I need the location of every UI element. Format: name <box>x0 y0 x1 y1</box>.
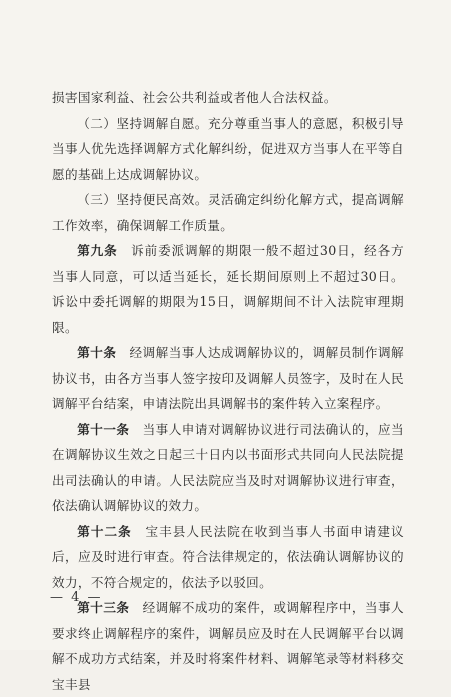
article-label: 第十一条 <box>77 421 130 437</box>
article-11 <box>52 417 404 519</box>
article-label: 第十三条 <box>77 600 130 615</box>
article-10 <box>52 340 404 417</box>
article-label: 第九条 <box>77 243 118 258</box>
article-13 <box>52 595 404 697</box>
article-label: 第十二条 <box>77 523 132 539</box>
page-number: — 4 — <box>50 590 103 605</box>
paragraph-text: （三）坚持便民高效。灵活确定纠纷化解方式，提高调解工作效率，确保调解工作质量。 <box>52 192 404 233</box>
paragraph-text: （二）坚持调解自愿。充分尊重当事人的意愿，积极引导当事人优先选择调解方式化解纠纷，促进双方当事人在平等自愿的基础上达成调解协议。 <box>52 115 404 182</box>
article-text: 宝丰县人民法院在收到当事人书面申请建议后，应及时进行审查。符合法律规定的，依法确认调解协议的效力，不符合规定的，依法予以驳回。 <box>52 523 405 590</box>
paragraph-item-3 <box>52 187 404 238</box>
paragraph-text: 损害国家利益、社会公共利益或者他人合法权益。 <box>52 90 337 105</box>
document-body <box>52 85 404 697</box>
paragraph-item-2 <box>52 111 404 188</box>
article-text: 经调解不成功的案件，或调解程序中，当事人要求终止调解程序的案件，调解员应及时在人民调解平台以调解不成功方式结案，并及时将案件材料、调解笔录等材料移交宝丰县 <box>52 600 404 692</box>
article-text: 诉前委派调解的期限一般不超过30日，经各方当事人同意，可以适当延长，延长期间原则上不超过30日。诉讼中委托调解的期限为15日，调解期间不计入法院审理期限。 <box>52 243 404 335</box>
article-12 <box>52 519 404 596</box>
article-label: 第十条 <box>77 345 117 360</box>
paragraph-continuation <box>52 85 404 111</box>
article-text: 当事人申请对调解协议进行司法确认的，应当在调解协议生效之日起三十日内以书面形式共同向人民法院提出司法确认的申请。人民法院应当及时对调解协议进行审查，依法确认调解协议的效力。 <box>52 421 404 513</box>
article-9 <box>52 238 404 340</box>
article-text: 经调解当事人达成调解协议的，调解员制作调解协议书，由各方当事人签字按印及调解人员签字，及时在人民调解平台结案，申请法院出具调解书的案件转入立案程序。 <box>52 345 404 411</box>
